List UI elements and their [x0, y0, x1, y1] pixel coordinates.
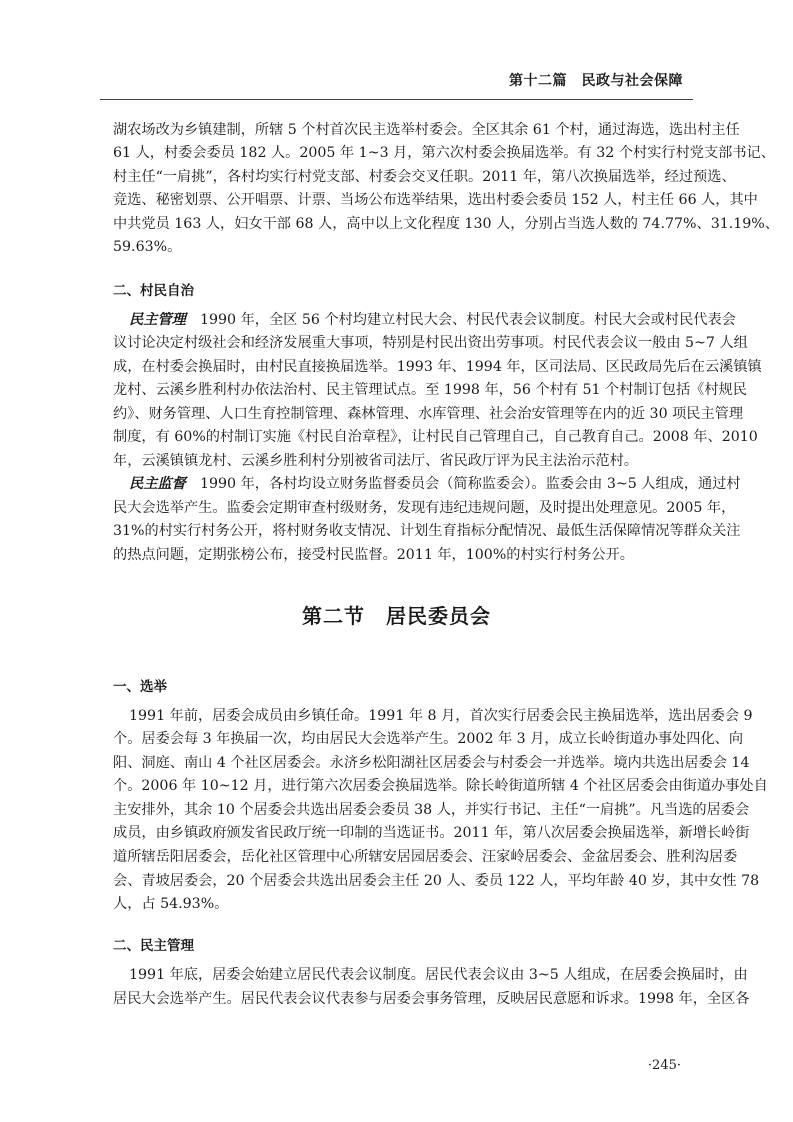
text-line: 约》、财务管理、人口生育控制管理、森林管理、水库管理、社会治安管理等在内的近 30 项民主管理: [113, 406, 744, 422]
text-line: 成员，由乡镇政府颁发省民政厅统一印制的当选证书。2011 年，第八次居委会换届选举，新增长岭街: [113, 825, 750, 841]
running-head: 第十二篇 民政与社会保障: [509, 73, 683, 89]
heading-election: 一、选举: [113, 679, 167, 695]
text-line: 的热点问题，定期张榜公布，接受村民监督。2011 年，100%的村实行村务公开。: [113, 547, 634, 563]
text-line: 1991 年前，居委会成员由乡镇任命。1991 年 8 月，首次实行居委会民主换届选举，选出居委会 9: [129, 708, 753, 724]
heading-village-autonomy: 二、村民自治: [113, 283, 194, 299]
text-line: 61 人，村委会委员 182 人。2005 年 1~3 月，第六次村委会换届选举。有 32 个村实行村党支部书记、: [113, 145, 775, 161]
text-line: 居民大会选举产生。居民代表会议代表参与居委会事务管理，反映居民意愿和诉求。1998 年，全区各: [113, 991, 750, 1007]
text-line: 个。居委会每 3 年换届一次，均由居民大会选举产生。2002 年 3 月，成立长岭街道办事处四化、向: [113, 731, 744, 747]
text-line: 湖农场改为乡镇建制，所辖 5 个村首次民主选举村委会。全区其余 61 个村，通过海选，选出村主任: [113, 122, 740, 138]
text-line: 人，占 54.93%。: [113, 896, 229, 912]
text-line: 道所辖岳阳居委会，岳化社区管理中心所辖安居园居委会、汪家岭居委会、金盆居委会、胜利沟居委: [113, 849, 738, 865]
header-rule: [100, 99, 693, 100]
text-line: 议讨论决定村级社会和经济发展重大事项，特别是村民出资出劳事项。村民代表会议一般由 5~7 人组: [113, 335, 748, 351]
lead-term: 民主管理: [129, 312, 186, 328]
text-span: 1990 年，全区 56 个村均建立村民大会、村民代表会议制度。村民大会或村民代表会: [185, 312, 736, 328]
text-line: [129, 310, 736, 330]
text-line: 主安排外，其余 10 个居委会共选出居委会委员 38 人，并实行书记、主任“一肩挑”。凡当选的居委会: [113, 802, 750, 818]
text-line: 民大会选举产生。监委会定期审查村级财务，发现有违纪违规问题，及时提出处理意见。2005 年，: [113, 500, 736, 516]
text-line: 会、青坡居委会，20 个居委会共选出居委会主任 20 人、委员 122 人，平均年龄 40 岁，其中女性 78: [113, 873, 760, 889]
text-line: 制度，有 60%的村制订实施《村民自治章程》，让村民自己管理自己，自己教育自己。2008 年、2010: [113, 429, 758, 445]
heading-democratic-management: 二、民主管理: [113, 938, 194, 954]
text-line: 59.63%。: [113, 239, 182, 255]
text-line: 龙村、云溪乡胜利村办依法治村、民主管理试点。至 1998 年，56 个村有 51 个村制订包括《村规民: [113, 382, 747, 398]
text-line: 1991 年底，居委会始建立居民代表会议制度。居民代表会议由 3~5 人组成，在居委会换届时，由: [129, 967, 748, 983]
lead-term: 民主监督: [129, 476, 186, 492]
text-line: 村主任“一肩挑”，各村均实行村党支部、村委会交叉任职。2011 年，第八次换届选举，经过预选、: [113, 169, 736, 185]
text-line: 竞选、秘密划票、公开唱票、计票、当场公布选举结果，选出村委会委员 152 人，村主任 66 人，其中: [113, 192, 758, 208]
text-line: [129, 474, 741, 494]
text-line: 成，在村委会换届时，由村民直接换届选举。1993 年、1994 年，区司法局、区民政局先后在云溪镇镇: [113, 359, 762, 375]
text-line: 中共党员 163 人，妇女干部 68 人，高中以上文化程度 130 人，分别占当选人数的 74.77%、31.19%、: [113, 216, 779, 232]
text-line: 阳、洞庭、南山 4 个社区居委会。永济乡松阳湖社区居委会与村委会一并选举。境内共选出居委会 14: [113, 755, 750, 771]
page-number: ·245·: [647, 1058, 681, 1073]
text-line: 31%的村实行村务公开，将村财务收支情况、计划生育指标分配情况、最低生活保障情况等群众关注: [113, 523, 741, 539]
text-span: 1990 年，各村均设立财务监督委员会（简称监委会）。监委会由 3~5 人组成，通过村: [185, 476, 741, 492]
text-line: 年，云溪镇镇龙村、云溪乡胜利村分别被省司法厅、省民政厅评为民主法治示范村。: [113, 453, 638, 469]
section-title: 第二节 居民委员会: [302, 604, 491, 628]
text-line: 个。2006 年 10~12 月，进行第六次居委会换届选举。除长岭街道所辖 4 个社区居委会由街道办事处自: [113, 778, 768, 794]
